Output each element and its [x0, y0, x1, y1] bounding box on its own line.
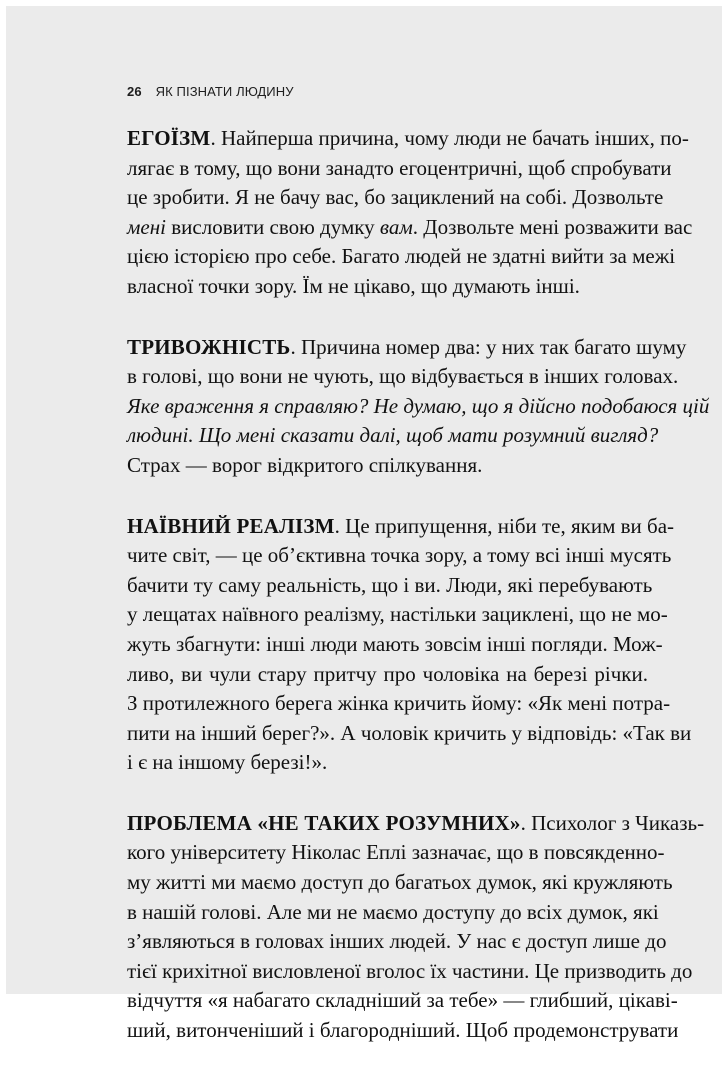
text-line — [127, 333, 687, 363]
text-segment: . Це припущення, ніби те, яким ви ба- — [334, 513, 675, 538]
paragraph — [127, 124, 693, 302]
text-line — [127, 689, 671, 719]
text-segment: тієї крихітної висловленої вголос їх частини. Це призводить до — [127, 958, 693, 983]
text-segment: . Причина номер два: у них так багато шуму — [290, 334, 687, 359]
text-line — [127, 512, 675, 542]
text-segment: жуть збагнути: інші люди мають зовсім інші погляди. Мож- — [127, 631, 663, 656]
text-line — [127, 898, 659, 928]
text-line — [127, 600, 668, 630]
text-segment: Страх — ворог відкритого спілкування. — [127, 452, 483, 477]
paragraph — [127, 512, 692, 778]
paragraph — [127, 333, 710, 481]
paragraph — [127, 809, 705, 1046]
text-line — [127, 630, 663, 660]
text-line — [127, 213, 693, 243]
text-segment: кого університету Ніколас Еплі зазначає, що в повсякденно- — [127, 840, 665, 865]
running-title: ЯК ПІЗНАТИ ЛЮДИНУ — [155, 84, 294, 99]
text-line — [127, 392, 710, 422]
running-header — [127, 84, 294, 99]
text-segment: З протилежного берега жінка кричить йому: «Як мені потра- — [127, 691, 671, 716]
body-text — [127, 124, 710, 1077]
text-segment: му житті ми маємо доступ до багатьох думок, які кружляють — [127, 870, 673, 895]
text-segment: лягає в тому, що вони занадто егоцентричні, щоб спробувати — [127, 155, 672, 180]
text-line — [127, 541, 672, 571]
text-line — [127, 242, 676, 272]
text-line — [127, 451, 648, 481]
text-line — [127, 719, 692, 749]
text-line — [127, 986, 678, 1016]
text-line — [127, 183, 664, 213]
text-segment: пити на інший берег?». А чоловік кричить у відповідь: «Так ви — [127, 720, 692, 745]
text-line — [127, 660, 648, 690]
text-line — [127, 124, 689, 154]
page-number: 26 — [127, 84, 142, 99]
book-page — [6, 6, 722, 1043]
italic-text: Яке враження я справляю? Не думаю, що я дійсно подобаюся цій — [127, 393, 710, 418]
text-segment: у лещатах наївного реалізму, настільки зациклені, що не мо- — [127, 602, 668, 627]
text-segment: . Дозвольте мені розважити вас — [412, 214, 693, 239]
text-line — [127, 1016, 679, 1046]
text-line — [127, 838, 665, 868]
italic-text: вам — [379, 214, 413, 239]
text-segment: чите світ, — це об’єктивна точка зору, а тому всі інші мусять — [127, 543, 672, 568]
text-line — [127, 154, 672, 184]
text-segment: власної точки зору. Їм не цікаво, що думають інші. — [127, 273, 580, 298]
text-segment: це зробити. Я не бачу вас, бо зациклений на собі. Дозвольте — [127, 185, 664, 210]
text-line — [127, 272, 648, 302]
text-segment: з’являються в головах інших людей. У нас є доступ лише до — [127, 929, 667, 954]
text-segment: в голові, що вони не чують, що відбувається в інших головах. — [127, 364, 679, 389]
text-segment: і є на іншому березі!». — [127, 750, 328, 775]
text-segment: цією історією про себе. Багато людей не здатні вийти за межі — [127, 244, 676, 269]
italic-text: людині. Що мені сказати далі, щоб мати розумний вигляд? — [127, 423, 659, 448]
text-line — [127, 748, 648, 778]
paragraph-term: ЕГОЇЗМ — [127, 126, 211, 150]
paragraph-term: ТРИВОЖНІСТЬ — [127, 334, 291, 359]
text-segment: . Психолог з Чиказь- — [520, 810, 705, 835]
text-segment: бачити ту саму реальність, що і ви. Люди, які перебувають — [127, 572, 653, 597]
text-segment: . Найперша причина, чому люди не бачать інших, по- — [210, 126, 689, 150]
text-line — [127, 927, 667, 957]
text-line — [127, 362, 679, 392]
text-line — [127, 957, 693, 987]
text-line — [127, 571, 653, 601]
paragraph-term: ПРОБЛЕМА «НЕ ТАКИХ РОЗУМНИХ» — [127, 810, 521, 835]
text-line — [127, 868, 673, 898]
text-line — [127, 421, 659, 451]
text-segment: висловити свою думку — [165, 214, 380, 239]
text-segment: відчуття «я набагато складніший за тебе» — глибший, цікаві- — [127, 988, 678, 1013]
text-segment: ливо, ви чули стару притчу про чоловіка на березі річки. — [127, 661, 648, 686]
paragraph-term: НАЇВНИЙ РЕАЛІЗМ — [127, 513, 335, 538]
text-segment: ший, витонченіший і благородніший. Щоб продемонструвати — [127, 1018, 679, 1043]
text-segment: в нашій голові. Але ми не маємо доступу до всіх думок, які — [127, 899, 659, 924]
italic-text: мені — [127, 214, 166, 239]
text-line — [127, 809, 705, 839]
